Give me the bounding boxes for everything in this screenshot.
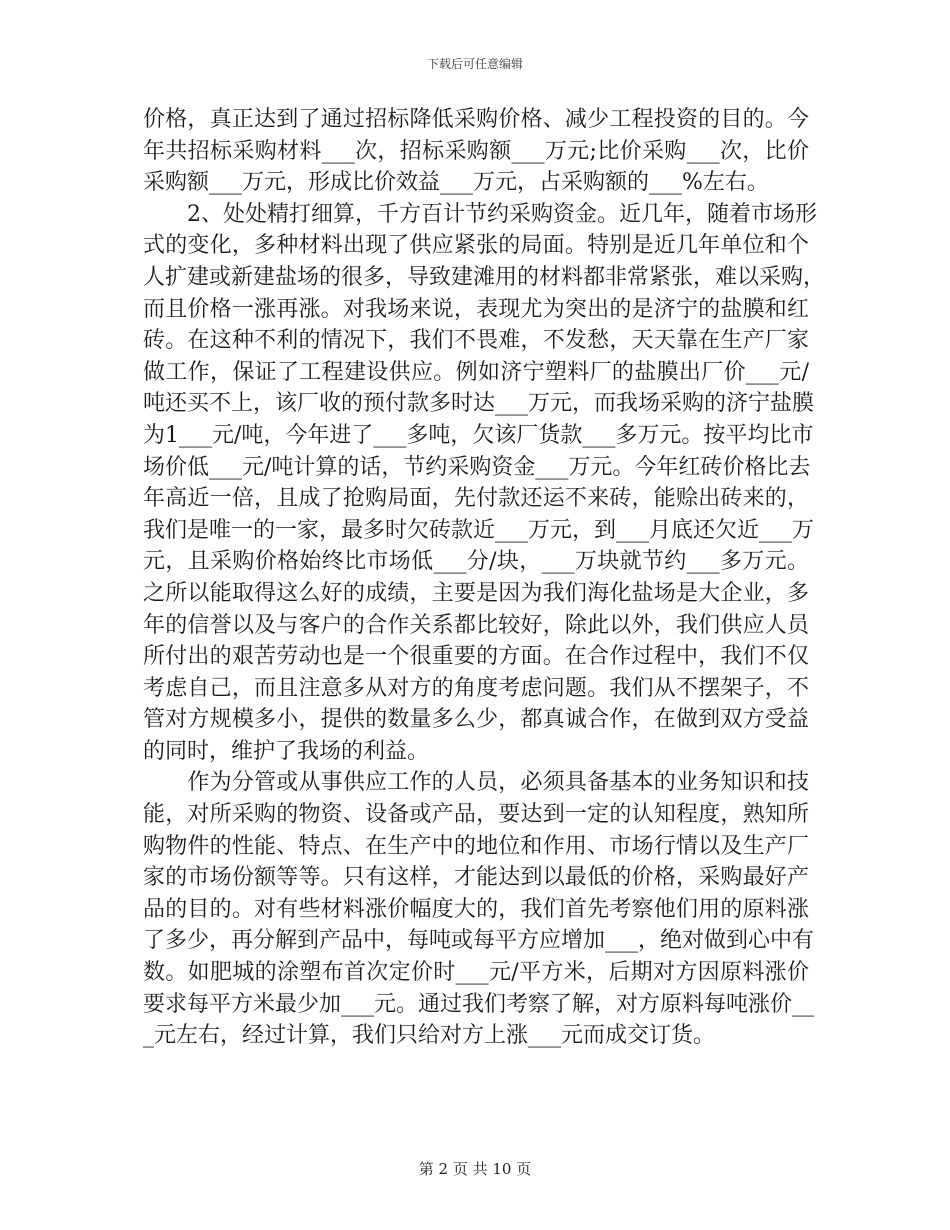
text-line: 式的变化，多种材料出现了供应紧张的局面。特别是近几年单位和个 [143, 233, 809, 259]
text-line: 购物件的性能、特点、在生产中的地位和作用、市场行情以及生产厂 [143, 833, 809, 859]
text-line: 品的目的。对有些材料涨价幅度大的，我们首先考察他们用的原料涨 [143, 896, 809, 922]
page-header: 下载后可任意编辑 [426, 57, 523, 71]
text-line: 年高近一倍，且成了抢购局面，先付款还运不来砖，能赊出砖来的， [143, 486, 809, 512]
text-line: 家的市场份额等等。只有这样，才能达到以最低的价格，采购最好产 [143, 865, 809, 891]
text-line: 了多少，再分解到产品中，每吨或每平方应增加___，绝对做到心中有 [143, 928, 815, 954]
text-line: 吨还买不上，该厂收的预付款多时达___万元，而我场采购的济宁盐膜 [143, 391, 815, 417]
text-line: 元，且采购价格始终比市场低___分/块，___万块就节约___多万元。 [143, 549, 809, 575]
text-line: 的同时，维护了我场的利益。 [143, 738, 430, 764]
text-line: 数。如肥城的涂塑布首次定价时___元/平方米，后期对方因原料涨价 [143, 960, 809, 986]
text-line: 做工作，保证了工程建设供应。例如济宁塑料厂的盐膜出厂价___元/ [143, 359, 809, 385]
text-line: 作为分管或从事供应工作的人员，必须具备基本的业务知识和技 [143, 770, 809, 796]
text-line: 2、处处精打细算，千方百计节约采购资金。近几年，随着市场形 [143, 201, 817, 227]
text-line: 要求每平方米最少加___元。通过我们考察了解，对方原料每吨涨价__ [143, 991, 815, 1017]
text-line: 而且价格一涨再涨。对我场来说，表现尤为突出的是济宁的盐膜和红 [143, 296, 809, 322]
text-line: 我们是唯一的一家，最多时欠砖款近___万元，到___月底还欠近___万 [143, 517, 815, 543]
text-line: 年的信誉以及与客户的合作关系都比较好，除此以外，我们供应人员 [143, 612, 809, 638]
text-line: 价格，真正达到了通过招标降低采购价格、减少工程投资的目的。今 [143, 107, 809, 132]
text-line: 人扩建或新建盐场的很多，导致建滩用的材料都非常紧张，难以采购， [143, 264, 826, 290]
text-line: 场价低___元/吨计算的话，节约采购资金___万元。今年红砖价格比去 [143, 454, 811, 480]
text-line: _元左右，经过计算，我们只给对方上涨___元而成交订货。 [143, 1023, 716, 1049]
text-line: 之所以能取得这么好的成绩，主要是因为我们海化盐场是大企业，多 [143, 580, 809, 606]
text-line: 采购额___万元，形成比价效益___万元，占采购额的___%左右。 [143, 170, 769, 196]
text-line: 考虑自己，而且注意多从对方的角度考虑问题。我们从不摆架子，不 [143, 675, 809, 701]
document-body [143, 104, 826, 1052]
text-line: 年共招标采购材料___次，招标采购额___万元;比价采购___次，比价 [143, 138, 809, 164]
text-line: 能，对所采购的物资、设备或产品，要达到一定的认知程度，熟知所 [143, 802, 809, 828]
text-line: 为1___元/吨，今年进了___多吨，欠该厂货款___多万元。按平均比市 [143, 422, 814, 448]
page-footer: 第 2 页 共 10 页 [418, 1160, 532, 1178]
text-line: 砖。在这种不利的情况下，我们不畏难，不发愁，天天靠在生产厂家 [143, 328, 809, 354]
text-line: 管对方规模多小，提供的数量多么少，都真诚合作，在做到双方受益 [143, 707, 809, 733]
text-line: 所付出的艰苦劳动也是一个很重要的方面。在合作过程中，我们不仅 [143, 644, 809, 670]
